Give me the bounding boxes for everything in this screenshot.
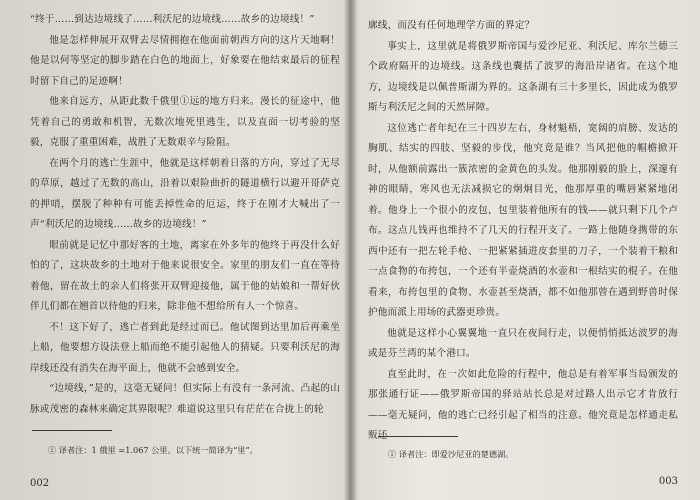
footnote-rule [378, 436, 458, 437]
paragraph: 直至此时，在一次如此危险的行程中，他总是有着军事当局颁发的那张通行证——俄罗斯帝国的驿站站长总是对过路人出示它才肯放行——毫无疑问，他的逃亡已经引起了相当的注意。他究竟是怎样通走私贩还 [368, 368, 678, 441]
footnote: ① 译者注：即爱沙尼亚的楚德湖。 [388, 449, 514, 459]
footnote: ① 译者注：1 俄里 =1.067 公里。以下统一简译为“里”。 [48, 445, 258, 455]
page-number: 003 [658, 476, 678, 487]
left-page-body [30, 10, 340, 420]
paragraph: 他就是这样小心翼翼地一直只在夜间行走，以便悄悄抵达波罗的海或是芬兰湾的某个港口。 [368, 327, 678, 359]
paragraph: 廓线，而没有任何地理学方面的界定？ [368, 20, 535, 31]
right-page [368, 8, 678, 492]
paragraph: 这位逃亡者年纪在三十四岁左右，身材魁梧，宽阔的肩膀、发达的胸肌、结实的四肢、坚毅的步伐，他究竟是谁？当风把他的帽檐掀开时，从他额前露出一簇浓密的金黄色的头发。他那刚毅的脸上，深邃有神的眼睛，寒风也无法减损它的炯炯目光，他那厚重的嘴唇紧紧地闭着。他身上一个很小的皮包，包里装着他所有的钱——就只剩下几个卢布。这点儿钱再也维持不了几天的行程开支了。一路上他随身携带的东西中还有一把左轮手枪、一把紧紧插进皮套里的刀子，一个装着干粮和一点食物的布挎包，一个还有半壶烧酒的水壶和一根结实的棍子。在他看来，布挎包里的食物、水壶甚至烧酒，都不如他那曾在遇到野兽时保护他而派上用场的武器更珍贵。 [368, 122, 678, 318]
paragraph: “终于……到达边境线了……利沃尼的边境线……故乡的边境线！” [30, 14, 315, 25]
left-page [30, 8, 340, 492]
paragraph: 事实上，这里就是将俄罗斯帝国与爱沙尼亚、利沃尼、库尔兰德三个政府隔开的边境线。这条线也囊括了波罗的海沿岸诸省。在这个地方，边境线是以佩普斯湖为界的。这条湖有三十多里长，因此成为俄罗斯与利沃尼之间的天然屏障。 [368, 40, 678, 113]
book-gutter [344, 0, 358, 500]
right-page-body [368, 16, 678, 447]
paragraph: 不！这下好了，逃亡者到此是经过而已。他试图到达里加后再乘坐上船，他要想方设法登上船而绝不能引起他人的猜疑。只要利沃尼的海岸线还没有消失在海平面上，他就不会感到安全。 [30, 321, 340, 374]
paragraph: 他来自远方，从距此数千俄里①远的地方归来。漫长的征途中，他凭着自己的勇敢和机智，无数次地死里逃生，以及直面一切考验的坚毅，克服了重重困难，战胜了无数艰辛与险阻。 [30, 96, 340, 148]
paragraph: 眼前就是记忆中那好客的土地，离家在外多年的他终于再没什么好怕的了，这块故乡的土地对于他来说很安全。家里的朋友们一直在等待着他，留在故土的亲人们将张开双臂迎接他，属于他的姑娘和一帮好伙伴儿们都在翘首以待他的归来，除非他不想给所有人一个惊喜。 [30, 239, 340, 312]
paragraph: 他是怎样伸展开双臂去尽情拥抱在他面前朝西方向的这片天地啊！他是以何等坚定的脚步踏在白色的地面上，好象要在他结束最后的征程时留下自己的足迹啊！ [30, 34, 340, 87]
footnote-rule [32, 430, 112, 431]
paragraph: “边境线，”是的，这毫无疑问！但实际上有没有一条河流、凸起的山脉或茂密的森林来确定其界限呢？难道说这里只有茫茫在合拢上的轮 [30, 383, 340, 415]
page-number: 002 [30, 478, 50, 489]
paragraph: 在两个月的逃亡生涯中，他就是这样朝着日落的方向，穿过了无尽的草原，越过了无数的高山，沿着以艰险曲折的隧道横行以避开哥萨克的押哨，摆脱了种种有可能丢掉性命的厄运，终于在刚才大喊出了一声“利沃尼的边境线……故乡的边境线！” [30, 157, 340, 230]
